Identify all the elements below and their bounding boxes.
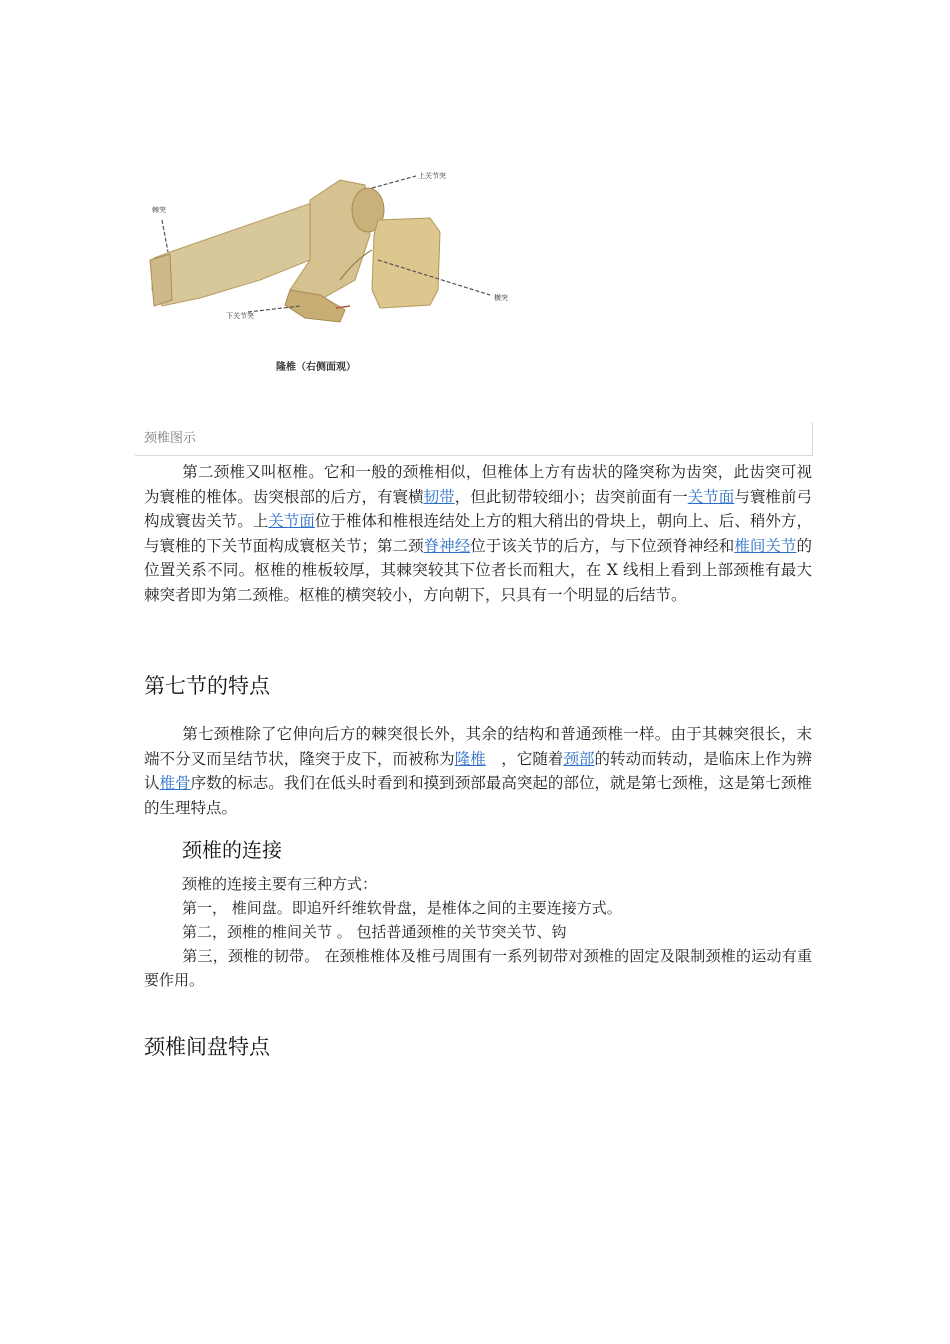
connection-third: 第三，颈椎的韧带。 在颈椎椎体及椎弓周围有一系列韧带对颈椎的固定及限制颈椎的运动有重要作用。 bbox=[144, 947, 812, 989]
connection-first: 第一， 椎间盘。即追歼纤维软骨盘，是椎体之间的主要连接方式。 bbox=[182, 899, 622, 917]
connection-third-para bbox=[144, 944, 812, 992]
heading-seventh: 第七节的特点 bbox=[144, 674, 270, 698]
label-superior-articular: 上关节突 bbox=[418, 172, 446, 180]
link-ligament[interactable]: 韧带 bbox=[423, 487, 455, 506]
text-run: 的位置关系不同。枢椎的椎板较厚，其棘突较其下位者长而粗大，在 X 线相上看到上部颈椎有最大棘突者即为第二颈椎。枢椎的横突较小，方向朝下，只具有一个明显的后结节。 bbox=[144, 536, 812, 604]
link-intervertebral-joint[interactable]: 椎间关节 bbox=[734, 536, 797, 555]
link-articular-surface-2[interactable]: 关节面 bbox=[268, 512, 315, 531]
label-transverse: 横突 bbox=[494, 294, 508, 302]
paragraph-seventh bbox=[144, 722, 812, 820]
link-neck[interactable]: 颈部 bbox=[563, 749, 595, 768]
text-run: ，但此韧带较细小；齿突前面有一 bbox=[454, 487, 688, 506]
text-run: 第七颈椎除了它伸向后方的棘突很长外，其余的结构和普通颈椎一样。由于其棘突很长，末端不分叉而呈结节状，隆突于皮下，而被称为 bbox=[144, 725, 812, 768]
figure-caption-box bbox=[135, 422, 813, 456]
text-run: ，它随着 bbox=[485, 749, 564, 768]
vertebra-illustration bbox=[140, 140, 540, 380]
connection-second: 第二，颈椎的椎间关节 。 包括普通颈椎的关节突关节、钩 bbox=[182, 923, 567, 941]
text-run: 位于该关节的后方，与下位颈脊神经和 bbox=[470, 536, 735, 555]
heading-disc: 颈椎间盘特点 bbox=[144, 1035, 270, 1059]
text-run: 第二颈椎又叫枢椎。它和一般的颈椎相似，但椎体上方有齿状的隆突称为齿突，此齿突可视为寰椎的椎体。齿突根部的后方，有寰横 bbox=[144, 463, 812, 506]
text-run: 的转动而转动，是临床上作为辨认 bbox=[144, 749, 812, 793]
vertebra-figure bbox=[140, 140, 540, 380]
figure-title: 隆椎（右侧面观） bbox=[276, 362, 356, 373]
label-inferior-articular: 下关节突 bbox=[226, 312, 254, 320]
label-spinous: 棘突 bbox=[152, 206, 166, 214]
link-articular-surface[interactable]: 关节面 bbox=[687, 487, 735, 506]
text-run: 与寰椎前弓构成寰齿关节。上 bbox=[144, 487, 812, 531]
figure-caption: 颈椎图示 bbox=[144, 431, 197, 446]
text-run: 序数的标志。我们在低头时看到和摸到颈部最高突起的部位，就是第七颈椎，这是第七颈椎的生理特点。 bbox=[144, 774, 812, 817]
link-spinal-nerve[interactable]: 脊神经 bbox=[423, 536, 471, 555]
text-run: 位于椎体和椎根连结处上方的粗大稍出的骨块上，朝向上、后、稍外方，与寰椎的下关节面构成寰枢关节；第二颈 bbox=[144, 512, 812, 555]
connection-intro: 颈椎的连接主要有三种方式： bbox=[182, 875, 378, 893]
heading-connection: 颈椎的连接 bbox=[182, 838, 282, 862]
paragraph-axis bbox=[144, 460, 812, 608]
link-vertebra[interactable]: 椎骨 bbox=[159, 774, 191, 793]
link-vertebra-prominens[interactable]: 隆椎 bbox=[454, 749, 486, 768]
